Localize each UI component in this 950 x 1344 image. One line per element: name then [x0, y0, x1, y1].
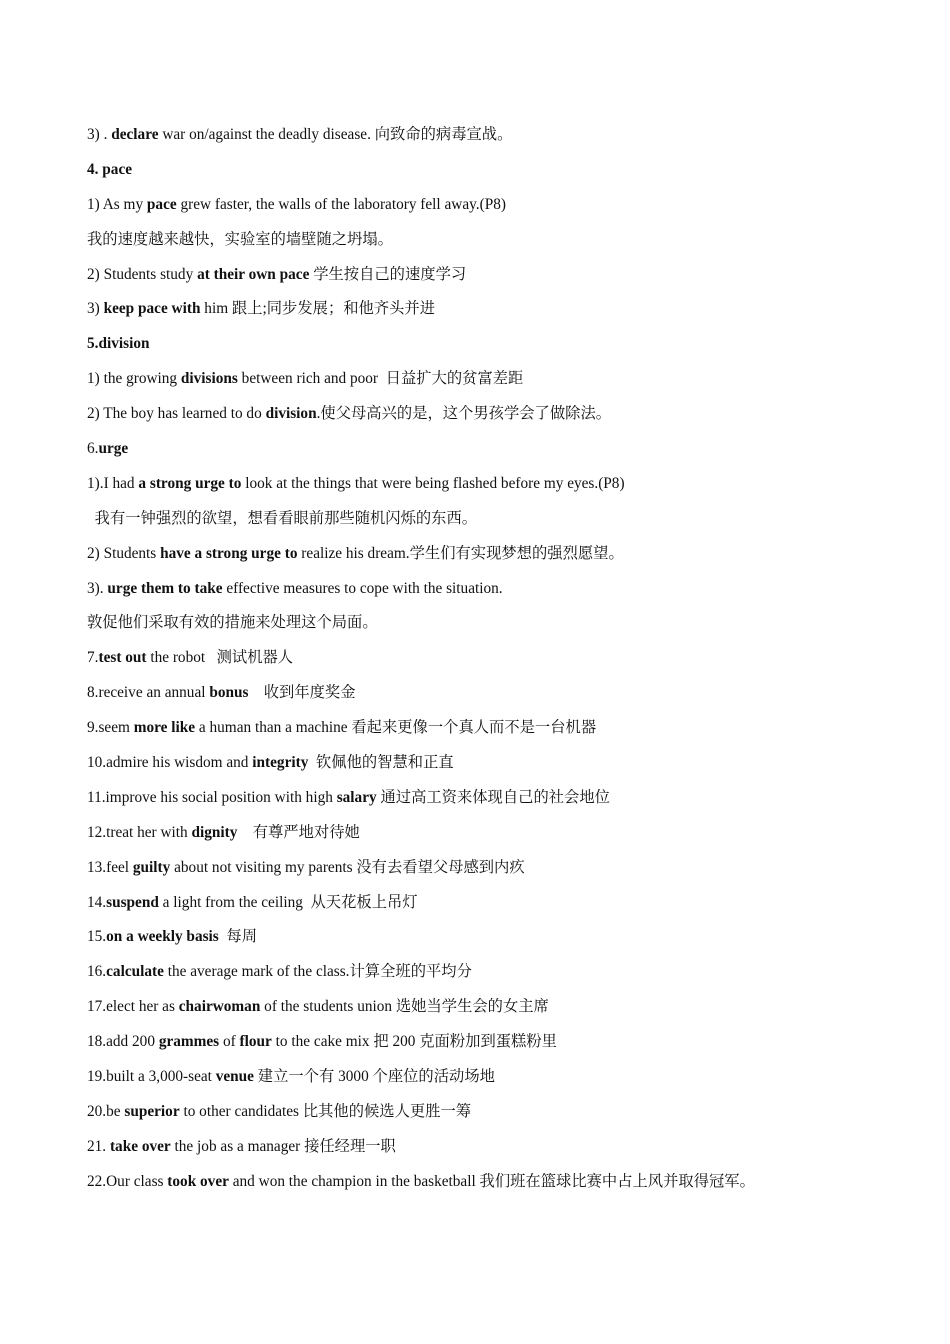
text-line: [87, 746, 927, 781]
bold-term: urge them to take: [107, 579, 223, 597]
bold-term: urge: [98, 440, 129, 458]
text-line: [87, 990, 927, 1025]
bold-term: test out: [98, 649, 147, 667]
text-segment: 17.elect her as: [87, 998, 179, 1016]
text-segment: 2) Students: [87, 544, 161, 562]
text-segment: 3).: [87, 579, 108, 597]
text-segment: 每周: [218, 928, 257, 946]
text-line: [87, 502, 927, 537]
text-segment: 10.admire his wisdom and: [87, 754, 253, 772]
bold-term: take over: [109, 1137, 171, 1155]
bold-term: at their own pace: [197, 265, 310, 283]
text-segment: war on/against the deadly disease. 向致命的病毒宣战。: [158, 126, 513, 143]
text-line: [87, 467, 927, 502]
bold-term: guilty: [132, 858, 171, 876]
text-segment: 3): [87, 300, 104, 318]
text-line: [87, 1095, 927, 1130]
text-segment: to the cake mix 把 200 克面粉加到蛋糕粉里: [271, 1033, 557, 1051]
text-segment: 我有一钟强烈的欲望，想看看眼前那些随机闪烁的东西。: [87, 509, 478, 527]
text-line: [87, 118, 927, 153]
text-line: [87, 711, 927, 746]
text-segment: 有尊严地对待她: [237, 823, 360, 841]
text-segment: the job as a manager 接任经理一职: [170, 1137, 396, 1155]
bold-term: calculate: [106, 963, 164, 981]
text-line: [87, 886, 927, 921]
bold-term: pace: [146, 195, 177, 213]
bold-term: 4. pace: [87, 160, 133, 178]
text-line: [87, 816, 927, 851]
bold-term: suspend: [106, 893, 159, 911]
text-line: [87, 955, 927, 990]
text-line: [87, 258, 927, 293]
text-segment: 钦佩他的智慧和正直: [308, 754, 454, 772]
bold-term: chairwoman: [178, 998, 261, 1016]
text-segment: 19.built a 3,000-seat: [87, 1068, 216, 1086]
text-line: [87, 1165, 927, 1200]
bold-term: on a weekly basis: [106, 928, 219, 946]
text-segment: 9.seem: [87, 719, 134, 737]
text-segment: the robot 测试机器人: [146, 649, 294, 667]
bold-term: declare: [111, 126, 159, 143]
text-segment: 学生按自己的速度学习: [309, 265, 467, 283]
text-segment: him 跟上;同步发展；和他齐头并进: [200, 300, 436, 318]
text-segment: 通过高工资来体现自己的社会地位: [376, 788, 610, 806]
text-line: [87, 362, 927, 397]
text-line: [87, 851, 927, 886]
text-line: [87, 1130, 927, 1165]
text-segment: of the students union 选她当学生会的女主席: [260, 998, 549, 1016]
document-page: [87, 118, 927, 1200]
bold-term: superior: [124, 1102, 180, 1120]
text-segment: 收到年度奖金: [248, 684, 356, 702]
text-segment: 22.Our class: [87, 1172, 168, 1190]
text-line: [87, 223, 927, 258]
text-line: [87, 432, 927, 467]
text-segment: 2) Students study: [87, 265, 198, 283]
text-line: [87, 537, 927, 572]
text-line: [87, 153, 927, 188]
bold-term: divisions: [180, 370, 238, 388]
text-line: [87, 292, 927, 327]
text-line: [87, 920, 927, 955]
text-segment: of: [219, 1033, 240, 1051]
text-segment: a light from the ceiling 从天花板上吊灯: [158, 893, 418, 911]
text-segment: 1) the growing: [87, 370, 181, 388]
text-segment: 6.: [87, 440, 99, 458]
bold-term: 5.division: [87, 335, 150, 353]
text-segment: 2) The boy has learned to do: [87, 405, 266, 423]
text-segment: to other candidates 比其他的候选人更胜一筹: [179, 1102, 472, 1120]
bold-term: venue: [215, 1068, 254, 1086]
text-line: [87, 572, 927, 607]
text-segment: realize his dream.学生们有实现梦想的强烈愿望。: [297, 544, 624, 562]
text-segment: 1).I had: [87, 474, 139, 492]
text-segment: 敦促他们采取有效的措施来处理这个局面。: [87, 614, 378, 632]
text-segment: 20.be: [87, 1102, 125, 1120]
text-segment: 3) .: [87, 126, 112, 143]
text-segment: 16.: [87, 963, 107, 981]
text-segment: 建立一个有 3000 个座位的活动场地: [253, 1068, 495, 1086]
bold-term: more like: [133, 719, 196, 737]
text-segment: 13.feel: [87, 858, 133, 876]
bold-term: took over: [167, 1172, 229, 1190]
bold-term: keep pace with: [103, 300, 201, 318]
bold-term: flour: [239, 1033, 272, 1051]
text-segment: grew faster, the walls of the laboratory fell away.(P8): [176, 195, 506, 213]
text-segment: 11.improve his social position with high: [87, 788, 337, 806]
text-line: [87, 1060, 927, 1095]
text-segment: look at the things that were being flashed before my eyes.(P8): [241, 474, 625, 492]
text-segment: 18.add 200: [87, 1033, 159, 1051]
text-segment: 14.: [87, 893, 107, 911]
bold-term: dignity: [191, 823, 238, 841]
text-line: [87, 327, 927, 362]
text-segment: 7.: [87, 649, 99, 667]
text-segment: 我的速度越来越快，实验室的墙壁随之坍塌。: [87, 230, 393, 248]
bold-term: integrity: [252, 754, 309, 772]
text-segment: effective measures to cope with the situation.: [222, 579, 503, 597]
text-line: [87, 641, 927, 676]
text-segment: 8.receive an annual: [87, 684, 210, 702]
text-segment: and won the champion in the basketball 我们班在篮球比赛中占上风并取得冠军。: [228, 1172, 755, 1190]
bold-term: salary: [336, 788, 377, 806]
text-segment: 1) As my: [87, 195, 147, 213]
text-segment: between rich and poor 日益扩大的贫富差距: [237, 370, 524, 388]
bold-term: have a strong urge to: [160, 544, 298, 562]
bold-term: bonus: [209, 684, 249, 702]
text-segment: the average mark of the class.计算全班的平均分: [163, 963, 472, 981]
text-line: [87, 606, 927, 641]
bold-term: a strong urge to: [138, 474, 242, 492]
text-segment: 12.treat her with: [87, 823, 192, 841]
text-segment: .使父母高兴的是，这个男孩学会了做除法。: [316, 405, 612, 423]
text-line: [87, 397, 927, 432]
text-segment: 21.: [87, 1137, 110, 1155]
text-segment: about not visiting my parents 没有去看望父母感到内疚: [170, 858, 525, 876]
text-line: [87, 188, 927, 223]
text-line: [87, 781, 927, 816]
bold-term: grammes: [158, 1033, 220, 1051]
text-line: [87, 676, 927, 711]
text-line: [87, 1025, 927, 1060]
text-segment: a human than a machine 看起来更像一个真人而不是一台机器: [195, 719, 597, 737]
text-segment: 15.: [87, 928, 107, 946]
bold-term: division: [265, 405, 317, 423]
